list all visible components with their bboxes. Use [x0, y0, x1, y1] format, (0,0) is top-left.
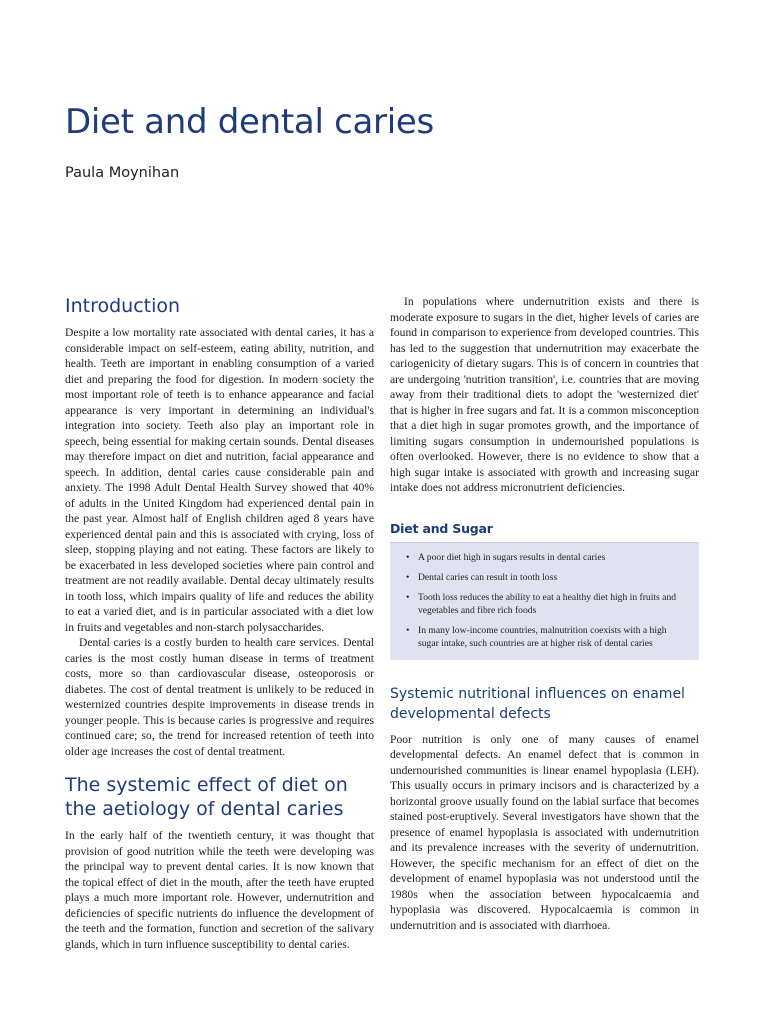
intro-paragraph-2: Dental caries is a costly burden to health care services. Dental caries is the most costly human disease in terms of treatment costs, more so than cardiovascular disease, osteoporosis or diabetes. The cost of dental treatment is unlikely to be reduced in westernized countries despite improvements in disease trends in younger people. This is because caries is progressive and requires continued care; so, the trend for increased retention of teeth into older age increases the cost of dental treatment.	[65, 636, 374, 758]
box-list	[404, 551, 689, 650]
left-column	[65, 294, 374, 952]
box-list-item: • In many low-income countries, malnutrition coexists with a high sugar intake, such countries are at higher risk of dental caries	[404, 624, 689, 650]
box-list-item: • A poor diet high in sugars results in dental caries	[404, 551, 689, 564]
diet-and-sugar-box	[390, 521, 699, 660]
undernutrition-paragraph: In populations where undernutrition exists and there is moderate exposure to sugars in the diet, higher levels of caries are found in comparison to experience from developed countries. This has led to the suggestion that undernutrition may exacerbate the cariogenicity of dietary sugars. This is of concern in countries that are undergoing 'nutrition transition', i.e. countries that are moving away from their traditional diets to adopt the 'westernized diet' that is higher in free sugars and fat. It is a common misconception that a diet high in sugar promotes growth, and the importance of limiting sugars consumption in undernourished populations is often overlooked. However, there is no evidence to show that a high sugar intake is associated with growth and increasing sugar intake does not address micronutrient deficiencies.	[390, 295, 699, 494]
section-heading-enamel: Systemic nutritional influences on enamel developmental defects	[390, 685, 685, 722]
box-panel	[390, 542, 699, 660]
systemic-paragraph: In the early half of the twentieth century, it was thought that provision of good nutrition while the teeth were developing was the principal way to prevent dental caries. It is now known that the topical effect of diet in the mouth, after the teeth have erupted plays a much more important role. However, undernutrition and deficiencies of specific nutrients do influence the development of the teeth and the formation, function and secretion of the salivary glands, which in turn influence susceptibility to dental caries.	[65, 829, 374, 951]
article-title: Diet and dental caries	[65, 102, 434, 142]
enamel-paragraph: Poor nutrition is only one of many causes of enamel developmental defects. An enamel defect that is common in undernourished communities is linear enamel hypoplasia (LEH). This usually occurs in primary incisors and is characterized by a horizontal groove usually found on the labial surface that becomes stained post-eruptively. Several investigators have shown that the presence of enamel hypoplasia is associated with undernutrition and its prevalence increases with the severity of undernutrition. However, the specific mechanism for an effect of diet on the development of enamel hypoplasia was not understood until the 1980s when the association between hypocalcaemia and hypoplasia was discovered. Hypocalcaemia is common in undernutrition and is associated with diarrhoea.	[390, 732, 699, 932]
section-heading-systemic-effect: The systemic effect of diet on the aetiology of dental caries	[65, 774, 348, 820]
box-title: Diet and Sugar	[390, 520, 493, 536]
box-list-item: • Tooth loss reduces the ability to eat a healthy diet high in fruits and vegetables and fibre rich foods	[404, 591, 689, 617]
box-list-item: • Dental caries can result in tooth loss	[404, 571, 689, 584]
intro-paragraph-1: Despite a low mortality rate associated with dental caries, it has a considerable impact on self-esteem, eating ability, nutrition, and health. Teeth are important in enabling consumption of a varied diet and preparing the food for digestion. In modern society the most important role of teeth is to enhance appearance and facial appearance is very important in determining an individual's integration into society. Teeth also play an important role in speech, being essential for making certain sounds. Dental diseases may therefore impact on diet and nutrition, facial appearance and speech. In addition, dental caries cause considerable pain and anxiety. The 1998 Adult Dental Health Survey showed that 40% of adults in the United Kingdom had experienced dental pain in the past year. Almost half of English children aged 8 years have experienced dental pain and this is associated with crying, loss of sleep, stopping playing and not eating. These factors are likely to be exacerbated in less developed societies where pain control and treatment are not readily available. Dental decay ultimately results in tooth loss, which impairs quality of life and reduces the ability to eat a varied diet, and is in particular associated with a diet low in fruits and vegetables and non-starch polysaccharides.	[65, 326, 374, 634]
right-column	[390, 294, 699, 933]
author-name: Paula Moynihan	[65, 165, 180, 181]
section-heading-introduction: Introduction	[65, 295, 181, 317]
